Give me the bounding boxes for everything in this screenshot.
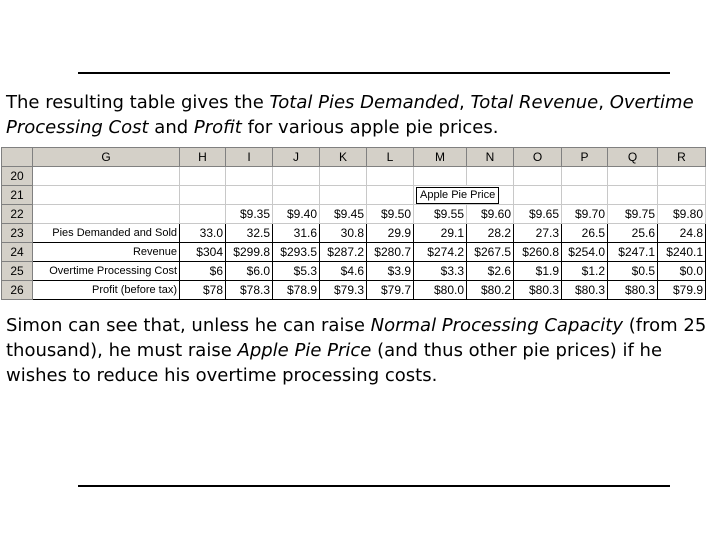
select-all-corner[interactable] bbox=[2, 148, 33, 167]
intro-emphasis-profit: Profit bbox=[193, 117, 242, 138]
value-cell[interactable]: $299.8 bbox=[226, 243, 273, 262]
cell[interactable] bbox=[514, 167, 562, 186]
value-cell[interactable]: 31.6 bbox=[273, 224, 320, 243]
value-cell[interactable]: 28.2 bbox=[467, 224, 514, 243]
summary-paragraph bbox=[6, 313, 714, 388]
intro-text-4: and bbox=[148, 117, 194, 138]
value-cell[interactable]: 32.5 bbox=[226, 224, 273, 243]
sheet-row-25 bbox=[2, 262, 706, 281]
row-label[interactable]: Overtime Processing Cost bbox=[33, 262, 180, 281]
value-cell[interactable]: $80.2 bbox=[467, 281, 514, 300]
top-divider bbox=[78, 72, 670, 74]
column-header[interactable]: O bbox=[514, 148, 562, 167]
intro-paragraph bbox=[6, 90, 714, 140]
cell[interactable] bbox=[608, 167, 658, 186]
intro-text-2: , bbox=[458, 92, 471, 113]
price-cell[interactable]: $9.40 bbox=[273, 205, 320, 224]
summary-text-1: Simon can see that, unless he can raise bbox=[6, 315, 371, 336]
value-cell[interactable]: $0.0 bbox=[658, 262, 706, 281]
column-header[interactable]: R bbox=[658, 148, 706, 167]
cell[interactable] bbox=[33, 167, 180, 186]
value-cell[interactable]: $78.9 bbox=[273, 281, 320, 300]
price-cell[interactable]: $9.70 bbox=[562, 205, 608, 224]
sheet-row-20 bbox=[2, 167, 706, 186]
value-cell[interactable]: 27.3 bbox=[514, 224, 562, 243]
value-cell[interactable]: $78 bbox=[180, 281, 226, 300]
cell[interactable] bbox=[562, 167, 608, 186]
sheet-row-22 bbox=[2, 205, 706, 224]
value-cell[interactable]: 26.5 bbox=[562, 224, 608, 243]
intro-emphasis-pies-demanded: Total Pies Demanded bbox=[269, 92, 459, 113]
value-cell[interactable]: $0.5 bbox=[608, 262, 658, 281]
column-header[interactable]: P bbox=[562, 148, 608, 167]
sheet-row-21 bbox=[2, 186, 706, 205]
value-cell[interactable]: $78.3 bbox=[226, 281, 273, 300]
row-header[interactable]: 24 bbox=[2, 243, 33, 262]
value-cell[interactable]: $80.3 bbox=[514, 281, 562, 300]
cell[interactable] bbox=[320, 186, 367, 205]
cell[interactable] bbox=[367, 167, 414, 186]
value-cell[interactable]: $2.6 bbox=[467, 262, 514, 281]
summary-emphasis-capacity: Normal Processing Capacity bbox=[370, 315, 624, 336]
value-cell[interactable]: $80.3 bbox=[562, 281, 608, 300]
value-cell[interactable]: $6.0 bbox=[226, 262, 273, 281]
cell[interactable] bbox=[226, 167, 273, 186]
summary-text-2: (from 25 thousand), he must raise bbox=[6, 315, 707, 361]
intro-text-1: The resulting table gives the bbox=[6, 92, 270, 113]
column-header[interactable]: N bbox=[467, 148, 514, 167]
sheet-row-23 bbox=[2, 224, 706, 243]
summary-emphasis-price: Apple Pie Price bbox=[237, 340, 372, 361]
column-header[interactable]: L bbox=[367, 148, 414, 167]
row-label[interactable]: Profit (before tax) bbox=[33, 281, 180, 300]
value-cell[interactable]: $254.0 bbox=[562, 243, 608, 262]
value-cell[interactable]: $274.2 bbox=[414, 243, 467, 262]
column-header[interactable]: I bbox=[226, 148, 273, 167]
intro-text-3: , bbox=[598, 92, 610, 113]
value-cell[interactable]: $6 bbox=[180, 262, 226, 281]
cell[interactable] bbox=[414, 167, 467, 186]
value-cell[interactable]: $260.8 bbox=[514, 243, 562, 262]
price-cell[interactable]: $9.65 bbox=[514, 205, 562, 224]
cell[interactable] bbox=[180, 205, 226, 224]
cell[interactable] bbox=[658, 167, 706, 186]
cell[interactable] bbox=[180, 186, 226, 205]
apple-pie-price-callout: Apple Pie Price bbox=[416, 187, 499, 204]
price-cell[interactable]: $9.75 bbox=[608, 205, 658, 224]
row-header[interactable]: 25 bbox=[2, 262, 33, 281]
summary-text-3: (and thus other pie prices) if he wishes to reduce his overtime processing costs. bbox=[6, 340, 663, 386]
cell[interactable] bbox=[33, 186, 180, 205]
value-cell[interactable]: 33.0 bbox=[180, 224, 226, 243]
value-cell[interactable]: $304 bbox=[180, 243, 226, 262]
value-cell[interactable]: $80.3 bbox=[608, 281, 658, 300]
row-header[interactable]: 21 bbox=[2, 186, 33, 205]
column-header[interactable]: M bbox=[414, 148, 467, 167]
price-cell[interactable]: $9.55 bbox=[414, 205, 467, 224]
cell[interactable] bbox=[226, 186, 273, 205]
row-label[interactable]: Pies Demanded and Sold bbox=[33, 224, 180, 243]
value-cell[interactable]: $280.7 bbox=[367, 243, 414, 262]
value-cell[interactable]: $247.1 bbox=[608, 243, 658, 262]
column-header-row bbox=[2, 148, 706, 167]
value-cell[interactable]: $1.9 bbox=[514, 262, 562, 281]
value-cell[interactable]: 29.9 bbox=[367, 224, 414, 243]
value-cell[interactable]: 30.8 bbox=[320, 224, 367, 243]
cell[interactable] bbox=[608, 186, 658, 205]
cell[interactable] bbox=[180, 167, 226, 186]
cell[interactable] bbox=[320, 167, 367, 186]
sheet-row-24 bbox=[2, 243, 706, 262]
value-cell[interactable]: $293.5 bbox=[273, 243, 320, 262]
row-header[interactable]: 22 bbox=[2, 205, 33, 224]
column-header[interactable]: G bbox=[33, 148, 180, 167]
cell[interactable] bbox=[658, 186, 706, 205]
cell[interactable] bbox=[33, 205, 180, 224]
cell[interactable] bbox=[273, 186, 320, 205]
cell[interactable] bbox=[367, 186, 414, 205]
value-cell[interactable]: $1.2 bbox=[562, 262, 608, 281]
column-header[interactable]: H bbox=[180, 148, 226, 167]
price-cell[interactable]: $9.50 bbox=[367, 205, 414, 224]
value-cell[interactable]: $3.9 bbox=[367, 262, 414, 281]
value-cell[interactable]: $79.9 bbox=[658, 281, 706, 300]
price-cell[interactable]: $9.45 bbox=[320, 205, 367, 224]
price-cell[interactable]: $9.35 bbox=[226, 205, 273, 224]
sheet-row-26 bbox=[2, 281, 706, 300]
intro-emphasis-revenue: Total Revenue bbox=[470, 92, 599, 113]
bottom-divider bbox=[78, 485, 670, 487]
intro-text-5: for various apple pie prices. bbox=[241, 117, 499, 138]
row-header[interactable]: 23 bbox=[2, 224, 33, 243]
value-cell[interactable]: $3.3 bbox=[414, 262, 467, 281]
cell[interactable] bbox=[467, 167, 514, 186]
column-header[interactable]: Q bbox=[608, 148, 658, 167]
price-cell[interactable]: $9.60 bbox=[467, 205, 514, 224]
cell[interactable] bbox=[273, 167, 320, 186]
row-label[interactable]: Revenue bbox=[33, 243, 180, 262]
row-header[interactable]: 20 bbox=[2, 167, 33, 186]
cell[interactable] bbox=[414, 186, 514, 205]
intro-emphasis-overtime: Overtime Processing Cost bbox=[6, 92, 694, 138]
value-cell[interactable]: $5.3 bbox=[273, 262, 320, 281]
cell[interactable] bbox=[562, 186, 608, 205]
value-cell[interactable]: $4.6 bbox=[320, 262, 367, 281]
price-cell[interactable]: $9.80 bbox=[658, 205, 706, 224]
column-header[interactable]: J bbox=[273, 148, 320, 167]
value-cell[interactable]: $240.1 bbox=[658, 243, 706, 262]
spreadsheet-table bbox=[1, 147, 706, 300]
value-cell[interactable]: 29.1 bbox=[414, 224, 467, 243]
value-cell[interactable]: $287.2 bbox=[320, 243, 367, 262]
cell[interactable] bbox=[514, 186, 562, 205]
row-header[interactable]: 26 bbox=[2, 281, 33, 300]
value-cell[interactable]: $79.3 bbox=[320, 281, 367, 300]
value-cell[interactable]: 25.6 bbox=[608, 224, 658, 243]
value-cell[interactable]: 24.8 bbox=[658, 224, 706, 243]
value-cell[interactable]: $80.0 bbox=[414, 281, 467, 300]
column-header[interactable]: K bbox=[320, 148, 367, 167]
value-cell[interactable]: $79.7 bbox=[367, 281, 414, 300]
value-cell[interactable]: $267.5 bbox=[467, 243, 514, 262]
